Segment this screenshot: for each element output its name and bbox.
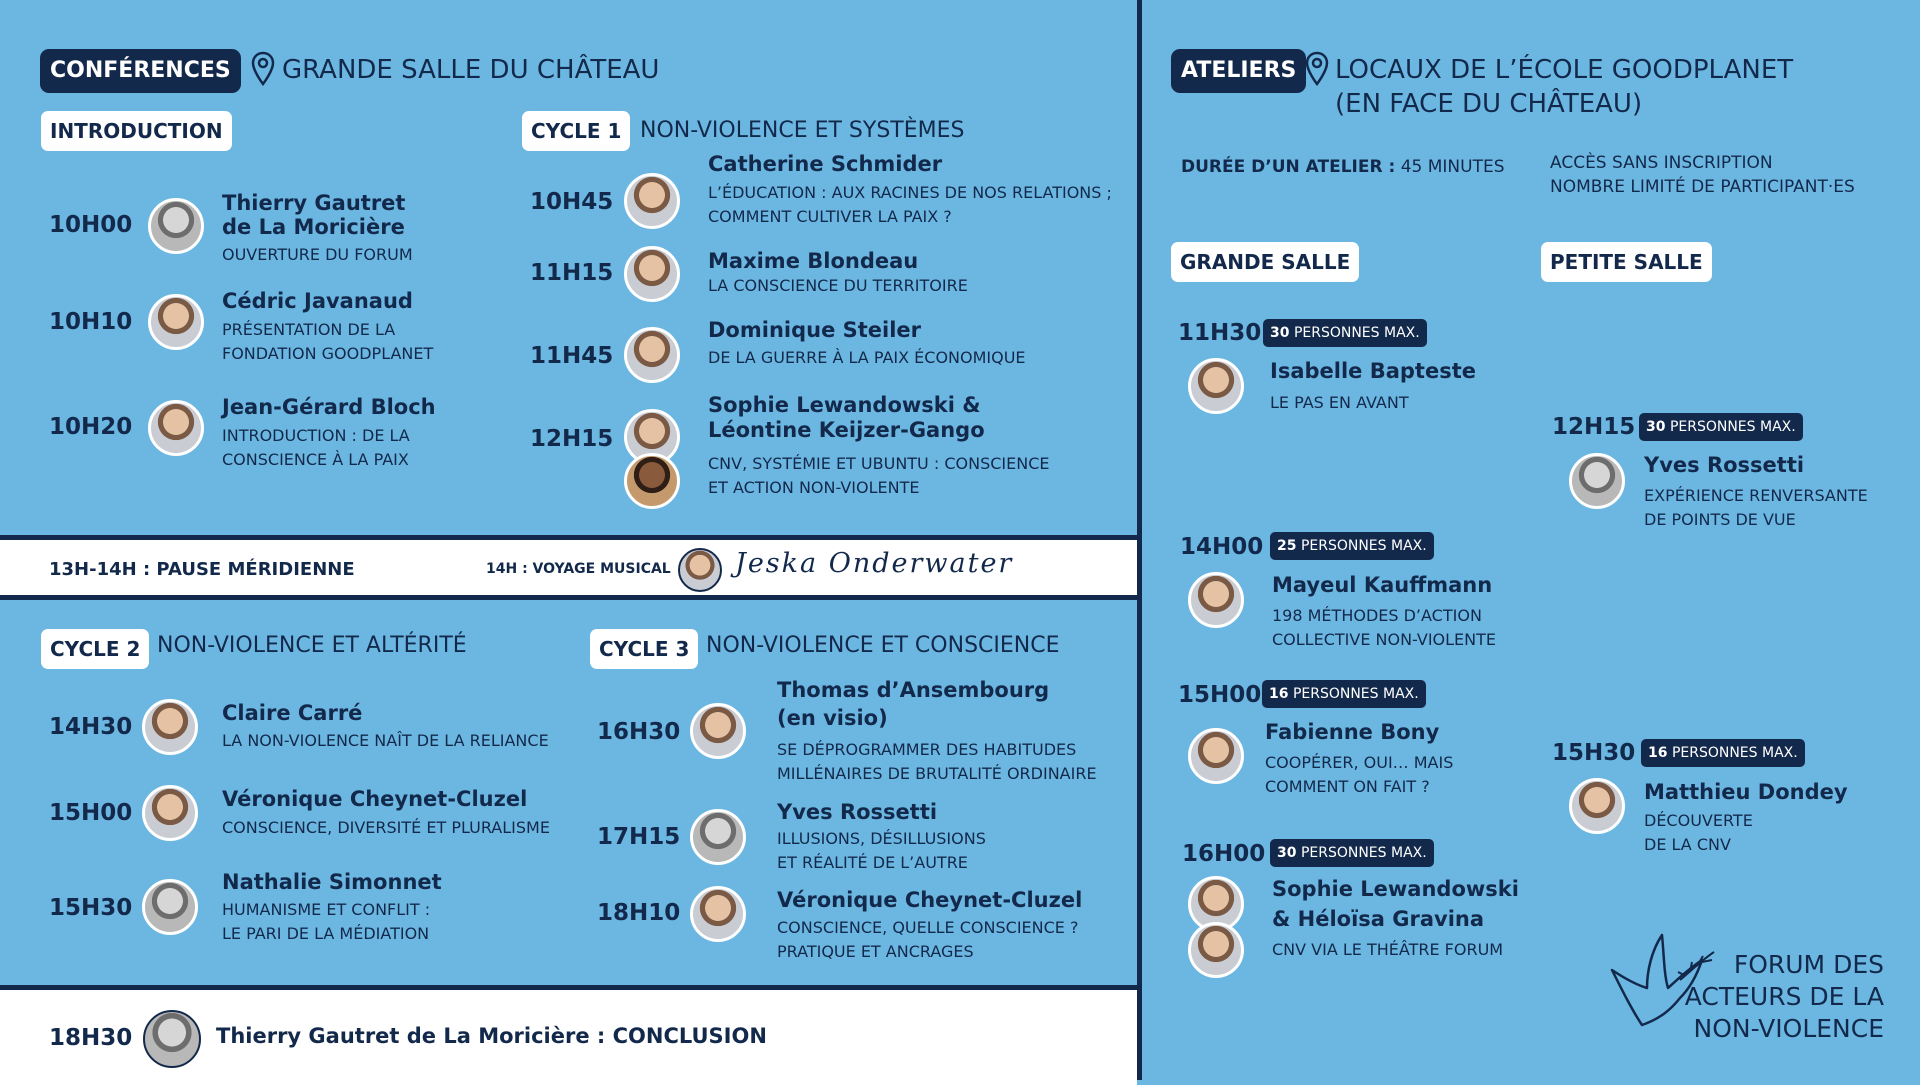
capacity-badge: 16 PERSONNES MAX. — [1262, 680, 1426, 708]
access-info: ACCÈS SANS INSCRIPTION — [1550, 153, 1773, 173]
speaker-avatar — [1188, 728, 1244, 784]
capacity-badge: 30 PERSONNES MAX. — [1639, 413, 1803, 441]
logo-line: NON-VIOLENCE — [1693, 1014, 1884, 1043]
lunch-break-label: 13H-14H : PAUSE MÉRIDIENNE — [49, 559, 355, 580]
talk-title-cont: FONDATION GOODPLANET — [222, 344, 434, 363]
conferences-location: GRANDE SALLE DU CHÂTEAU — [282, 55, 660, 85]
musician-signature: Jeska Onderwater — [735, 548, 1014, 579]
speaker-name: Fabienne Bony — [1265, 720, 1440, 744]
logo-line: ACTEURS DE LA — [1684, 982, 1884, 1011]
speaker-avatar — [148, 198, 204, 254]
talk-title: LA NON-VIOLENCE NAÎT DE LA RELIANCE — [222, 731, 549, 750]
talk-title-cont: ET RÉALITÉ DE L’AUTRE — [777, 853, 968, 872]
speaker-name: Matthieu Dondey — [1644, 780, 1848, 804]
workshop-title: EXPÉRIENCE RENVERSANTE — [1644, 486, 1868, 505]
speaker-name-cont: Léontine Keijzer-Gango — [708, 418, 985, 442]
column-divider — [1137, 0, 1142, 1080]
speaker-name-cont: (en visio) — [777, 706, 888, 730]
speaker-name-cont: & Héloïsa Gravina — [1272, 907, 1485, 931]
time-label: 17H15 — [597, 824, 681, 850]
conferences-badge: CONFÉRENCES — [40, 49, 241, 93]
workshop-title-cont: DE LA CNV — [1644, 835, 1731, 854]
speaker-avatar — [690, 886, 746, 942]
cycle3-label: CYCLE 3 — [590, 629, 698, 669]
music-label: 14H : VOYAGE MUSICAL — [486, 561, 671, 577]
capacity-badge: 30 PERSONNES MAX. — [1263, 319, 1427, 347]
talk-title: CONSCIENCE, DIVERSITÉ ET PLURALISME — [222, 818, 550, 837]
time-label: 16H00 — [1182, 841, 1266, 867]
capacity-badge: 25 PERSONNES MAX. — [1270, 532, 1434, 560]
time-label: 10H20 — [49, 414, 133, 440]
talk-title-cont: CONSCIENCE À LA PAIX — [222, 450, 409, 469]
speaker-name: Isabelle Bapteste — [1270, 359, 1476, 383]
speaker-name: Catherine Schmider — [708, 152, 943, 176]
location-pin-icon — [1304, 51, 1330, 87]
time-label: 15H30 — [1552, 740, 1636, 766]
cycle2-title: NON-VIOLENCE ET ALTÉRITÉ — [157, 633, 467, 658]
cycle1-label: CYCLE 1 — [522, 111, 630, 151]
grande-salle-label: GRANDE SALLE — [1171, 242, 1359, 282]
time-label: 15H00 — [49, 800, 133, 826]
talk-title-cont: COMMENT CULTIVER LA PAIX ? — [708, 207, 952, 226]
time-label: 11H15 — [530, 260, 614, 286]
talk-title: PRÉSENTATION DE LA — [222, 320, 396, 339]
ateliers-location: LOCAUX DE L’ÉCOLE GOODPLANET — [1335, 55, 1794, 85]
petite-salle-label: PETITE SALLE — [1541, 242, 1712, 282]
duration-value: 45 MINUTES — [1400, 157, 1505, 177]
cycle1-title: NON-VIOLENCE ET SYSTÈMES — [640, 118, 965, 143]
workshop-title: LE PAS EN AVANT — [1270, 393, 1409, 412]
speaker-name: Thomas d’Ansembourg — [777, 678, 1050, 702]
workshop-title-cont: DE POINTS DE VUE — [1644, 510, 1796, 529]
introduction-label: INTRODUCTION — [41, 111, 232, 151]
talk-title: DE LA GUERRE À LA PAIX ÉCONOMIQUE — [708, 348, 1026, 367]
pause-band — [0, 535, 1137, 600]
ateliers-badge: ATELIERS — [1171, 49, 1306, 93]
time-label: 12H15 — [530, 426, 614, 452]
speaker-avatar — [1569, 778, 1625, 834]
conclusion-band — [0, 985, 1137, 1085]
capacity-badge: 30 PERSONNES MAX. — [1270, 839, 1434, 867]
speaker-name: Thierry Gautret — [222, 191, 406, 215]
access-info-cont: NOMBRE LIMITÉ DE PARTICIPANT·ES — [1550, 177, 1855, 197]
time-label: 15H00 — [1178, 682, 1262, 708]
speaker-name: Sophie Lewandowski — [1272, 877, 1519, 901]
speaker-name: Cédric Javanaud — [222, 289, 413, 313]
time-label: 10H00 — [49, 212, 133, 238]
time-label: 18H30 — [49, 1025, 133, 1051]
speaker-avatar-2 — [624, 453, 680, 509]
speaker-name: Yves Rossetti — [1644, 453, 1805, 477]
speaker-name: Nathalie Simonnet — [222, 870, 442, 894]
ateliers-location-cont: (EN FACE DU CHÂTEAU) — [1335, 89, 1643, 119]
speaker-avatar — [690, 703, 746, 759]
speaker-avatar — [624, 246, 680, 302]
speaker-avatar-2 — [1188, 922, 1244, 978]
cycle3-title: NON-VIOLENCE ET CONSCIENCE — [706, 633, 1060, 658]
talk-title-cont: LE PARI DE LA MÉDIATION — [222, 924, 430, 943]
time-label: 15H30 — [49, 895, 133, 921]
workshop-title: COOPÉRER, OUI… MAIS — [1265, 753, 1454, 772]
talk-title: ILLUSIONS, DÉSILLUSIONS — [777, 829, 986, 848]
talk-title: CNV, SYSTÉMIE ET UBUNTU : CONSCIENCE — [708, 454, 1050, 473]
speaker-avatar — [142, 879, 198, 935]
workshop-title: 198 MÉTHODES D’ACTION — [1272, 606, 1482, 625]
speaker-avatar — [143, 1010, 201, 1068]
cycle2-label: CYCLE 2 — [41, 629, 149, 669]
speaker-avatar — [624, 327, 680, 383]
speaker-name: Mayeul Kauffmann — [1272, 573, 1493, 597]
speaker-name: Maxime Blondeau — [708, 249, 919, 273]
speaker-name: Véronique Cheynet-Cluzel — [777, 888, 1083, 912]
workshop-title-cont: COMMENT ON FAIT ? — [1265, 777, 1430, 796]
workshop-title: DÉCOUVERTE — [1644, 811, 1753, 830]
talk-title: L’ÉDUCATION : AUX RACINES DE NOS RELATIONS ; — [708, 183, 1112, 202]
time-label: 10H10 — [49, 309, 133, 335]
talk-title: OUVERTURE DU FORUM — [222, 245, 413, 264]
speaker-avatar — [142, 699, 198, 755]
speaker-avatar — [1188, 358, 1244, 414]
logo-line: FORUM DES — [1733, 950, 1884, 979]
workshop-title-cont: COLLECTIVE NON-VIOLENTE — [1272, 630, 1497, 649]
speaker-name: Claire Carré — [222, 701, 363, 725]
talk-title-cont: ET ACTION NON-VIOLENTE — [708, 478, 920, 497]
speaker-avatar — [1188, 572, 1244, 628]
speaker-avatar — [148, 294, 204, 350]
talk-title-cont: MILLÉNAIRES DE BRUTALITÉ ORDINAIRE — [777, 764, 1097, 783]
speaker-name-cont: de La Moricière — [222, 215, 405, 239]
talk-title: LA CONSCIENCE DU TERRITOIRE — [708, 276, 968, 295]
speaker-avatar — [690, 809, 746, 865]
conclusion-label: Thierry Gautret de La Moricière : CONCLUSION — [216, 1024, 767, 1048]
talk-title: HUMANISME ET CONFLIT : — [222, 900, 431, 919]
speaker-name: Sophie Lewandowski & — [708, 393, 981, 417]
speaker-avatar — [142, 785, 198, 841]
speaker-name: Yves Rossetti — [777, 800, 938, 824]
location-pin-icon — [250, 51, 276, 87]
time-label: 10H45 — [530, 189, 614, 215]
speaker-name: Dominique Steiler — [708, 318, 922, 342]
time-label: 18H10 — [597, 900, 681, 926]
musician-avatar — [678, 548, 722, 592]
workshop-title: CNV VIA LE THÉÂTRE FORUM — [1272, 940, 1504, 959]
duration-label: DURÉE D’UN ATELIER : — [1181, 157, 1396, 177]
speaker-avatar — [624, 173, 680, 229]
talk-title: CONSCIENCE, QUELLE CONSCIENCE ? — [777, 918, 1079, 937]
talk-title: SE DÉPROGRAMMER DES HABITUDES — [777, 740, 1077, 759]
talk-title-cont: PRATIQUE ET ANCRAGES — [777, 942, 974, 961]
time-label: 11H30 — [1178, 320, 1262, 346]
capacity-badge: 16 PERSONNES MAX. — [1641, 739, 1805, 767]
time-label: 16H30 — [597, 719, 681, 745]
time-label: 14H00 — [1180, 534, 1264, 560]
speaker-avatar — [148, 400, 204, 456]
talk-title: INTRODUCTION : DE LA — [222, 426, 410, 445]
forum-logo-text — [1685, 949, 1884, 1045]
speaker-avatar — [1569, 453, 1625, 509]
speaker-name: Véronique Cheynet-Cluzel — [222, 787, 528, 811]
time-label: 11H45 — [530, 343, 614, 369]
time-label: 14H30 — [49, 714, 133, 740]
atelier-duration — [1181, 157, 1505, 177]
speaker-name: Jean-Gérard Bloch — [222, 395, 436, 419]
time-label: 12H15 — [1552, 414, 1636, 440]
